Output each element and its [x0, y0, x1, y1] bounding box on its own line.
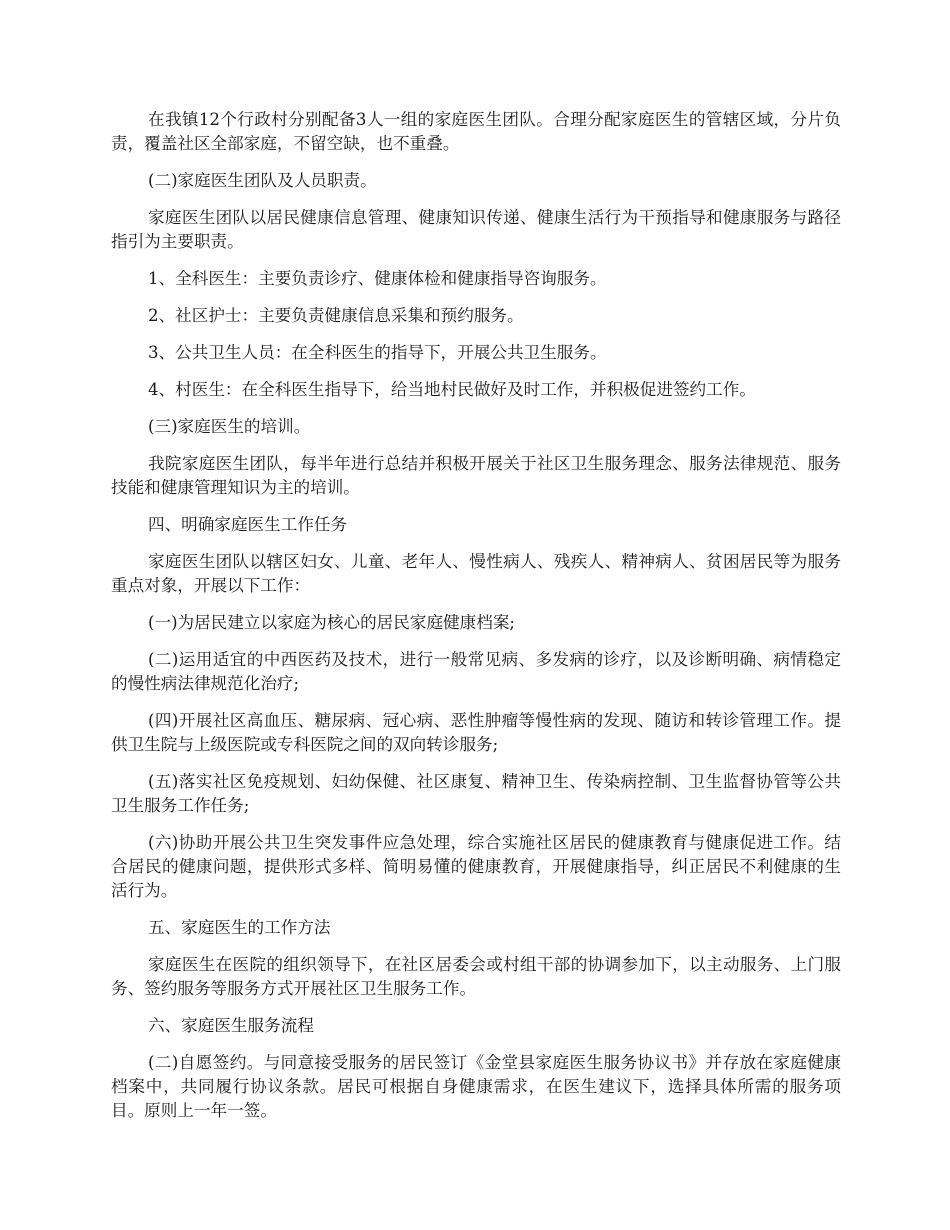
paragraph-work-methods: 家庭医生在医院的组织领导下，在社区居委会或村组干部的协调参加下，以主动服务、上门服务、签约服务等服务方式开展社区卫生服务工作。	[111, 955, 841, 998]
list-item-general-doctor: 1、全科医生：主要负责诊疗、健康体检和健康指导咨询服务。	[148, 269, 607, 288]
task-item-emergency-education: (六)协助开展公共卫生突发事件应急处理，综合实施社区居民的健康教育与健康促进工作。结合居民的健康问题，提供形式多样、简明易懂的健康教育，开展健康指导，纠正居民不利健康的生活行为。	[111, 833, 841, 900]
task-item-chronic-disease: (四)开展社区高血压、糖尿病、冠心病、恶性肿瘤等慢性病的发现、随访和转诊管理工作。提供卫生院与上级医院或专科医院之间的双向转诊服务;	[111, 711, 841, 754]
section-heading-tasks: 四、明确家庭医生工作任务	[148, 515, 348, 534]
task-item-treatment: (二)运用适宜的中西医药及技术，进行一般常见病、多发病的诊疗，以及诊断明确、病情稳定的慢性病法律规范化治疗;	[111, 650, 841, 693]
paragraph-team-responsibility: 家庭医生团队以居民健康信息管理、健康知识传递、健康生活行为干预指导和健康服务与路径指引为主要职责。	[111, 208, 841, 251]
section-heading-service-process: 六、家庭医生服务流程	[148, 1016, 314, 1035]
paragraph-voluntary-signing: (二)自愿签约。与同意接受服务的居民签订《金堂县家庭医生服务协议书》并存放在家庭健康档案中，共同履行协议条款。居民可根据自身健康需求，在医生建议下，选择具体所需的服务项目。原则上一年一签。	[111, 1053, 841, 1120]
list-item-public-health-staff: 3、公共卫生人员：在全科医生的指导下，开展公共卫生服务。	[148, 343, 607, 362]
heading-training: (三)家庭医生的培训。	[148, 417, 311, 436]
paragraph-tasks-intro: 家庭医生团队以辖区妇女、儿童、老年人、慢性病人、残疾人、精神病人、贫困居民等为服务重点对象，开展以下工作：	[111, 552, 841, 595]
heading-team-duties: (二)家庭医生团队及人员职责。	[148, 171, 377, 190]
task-item-public-health: (五)落实社区免疫规划、妇幼保健、社区康复、精神卫生、传染病控制、卫生监督协管等公共卫生服务工作任务;	[111, 772, 841, 815]
paragraph-training: 我院家庭医生团队，每半年进行总结并积极开展关于社区卫生服务理念、服务法律规范、服务技能和健康管理知识为主的培训。	[111, 454, 841, 497]
section-heading-work-methods: 五、家庭医生的工作方法	[148, 918, 331, 937]
paragraph-team-allocation: 在我镇12个行政村分别配备3人一组的家庭医生团队。合理分配家庭医生的管辖区域，分片负责，覆盖社区全部家庭，不留空缺，也不重叠。	[111, 110, 841, 153]
document-body	[111, 108, 841, 1136]
task-item-health-records: (一)为居民建立以家庭为核心的居民家庭健康档案;	[148, 613, 516, 632]
list-item-village-doctor: 4、村医生：在全科医生指导下，给当地村民做好及时工作，并积极促进签约工作。	[148, 380, 756, 399]
list-item-community-nurse: 2、社区护士：主要负责健康信息采集和预约服务。	[148, 306, 524, 325]
